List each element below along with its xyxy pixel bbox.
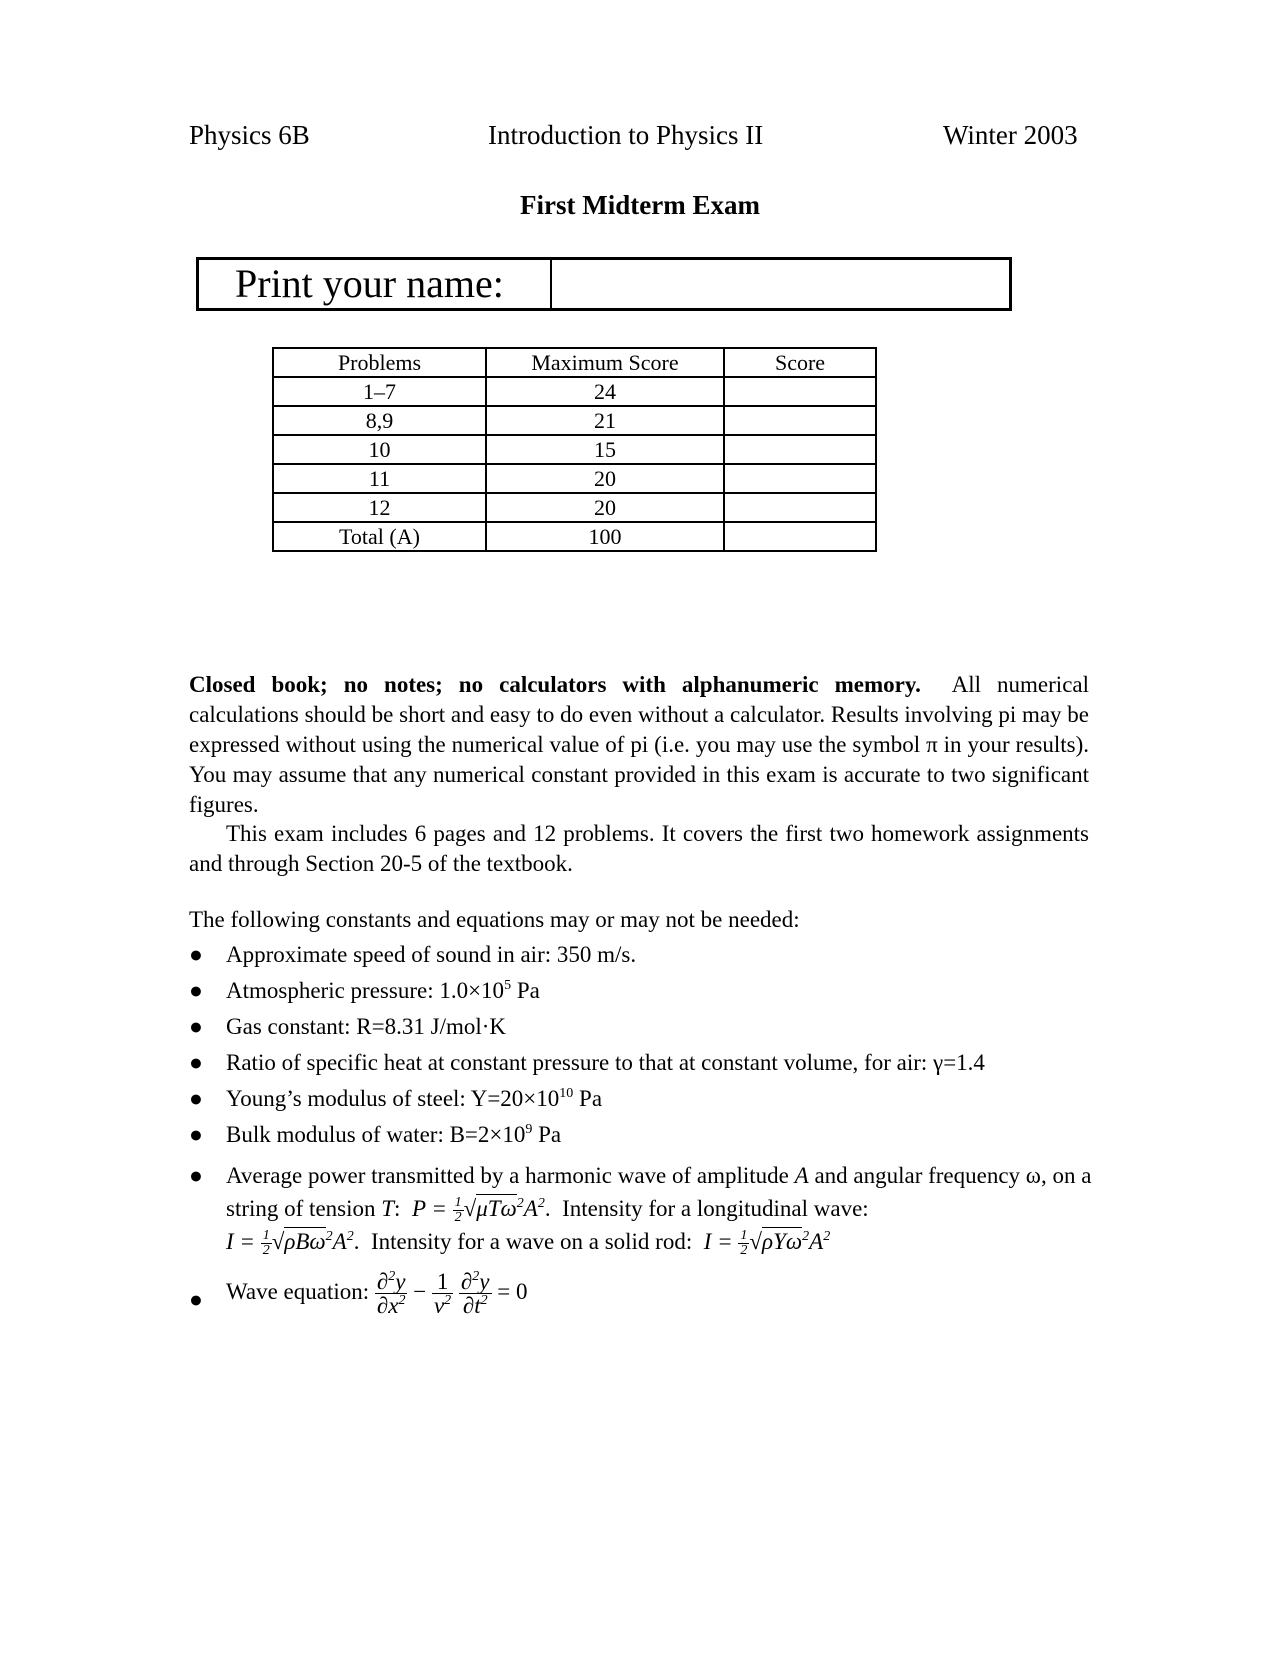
bullet-icon: ● xyxy=(189,1163,203,1188)
score-cell[interactable] xyxy=(724,406,876,435)
exam-title: First Midterm Exam xyxy=(520,190,760,220)
bullet-icon: ● xyxy=(189,978,203,1003)
term: Winter 2003 xyxy=(943,120,1078,150)
young-label: Young’s modulus of steel: Y=20×10 xyxy=(226,1086,560,1111)
header-maximum-score: Maximum Score xyxy=(486,348,724,377)
d2y-dx2-fraction: $\frac{\partial^2y}{\partial x^2}$ xyxy=(376,1269,406,1319)
instructions-bold-lead: Closed book; no notes; no calculators with alphanumeric memory. xyxy=(189,672,921,697)
inverse-v2-fraction: $\frac{1}{v^2}$ xyxy=(433,1269,452,1319)
list-item: ● Average power transmitted by a harmonic wave of amplitude A and angular frequency ω, on a string of tension T: P = $\frac{1}{2}$ $√\mu T\omega^2A^2$. Intensity for a longitudinal wave: I = $\frac{1}{2}$ $√\rho B\omega^2A^2$. Intensity for a wave on a solid rod: I = $\frac{1}{2}$ $√\rho Y\omega^2A^2$ xyxy=(189,1159,1109,1258)
intensity-long-label: Intensity for a longitudinal wave: xyxy=(562,1196,869,1221)
constants-intro: The following constants and equations may or may not be needed: xyxy=(189,907,800,932)
problems-cell: 1–7 xyxy=(273,377,486,406)
list-item xyxy=(189,941,1109,977)
bullet-icon: ● xyxy=(189,1122,203,1147)
max-score-cell: 15 xyxy=(486,435,724,464)
score-cell[interactable] xyxy=(724,464,876,493)
score-cell[interactable] xyxy=(724,377,876,406)
header-problems: Problems xyxy=(273,348,486,377)
score-cell[interactable] xyxy=(724,493,876,522)
intensity-rod-label: Intensity for a wave on a solid rod: xyxy=(370,1229,693,1255)
table-row xyxy=(273,377,876,406)
score-cell[interactable] xyxy=(724,522,876,551)
power-formula: P = $\frac{1}{2}$ $√\mu T\omega^2A^2$ xyxy=(406,1195,545,1226)
constants-list xyxy=(189,941,1109,1317)
table-row xyxy=(273,493,876,522)
d2y-dt2-fraction: $\frac{\partial^2y}{\partial t^2}$ xyxy=(460,1269,490,1319)
table-row xyxy=(273,522,876,551)
max-score-cell: 20 xyxy=(486,493,724,522)
table-row xyxy=(273,406,876,435)
young-exponent: 10 xyxy=(559,1086,574,1101)
half-fraction: $\frac{1}{2}$ xyxy=(454,1195,462,1226)
coverage-paragraph xyxy=(189,819,1089,879)
intensity-rod-formula: I = $\frac{1}{2}$ $√\rho Y\omega^2A^2$ xyxy=(697,1228,831,1259)
instructions-text: All numerical calculations should be short and easy to do even without a calculator. Results involving pi may be expressed without using the numerical value of pi (i.e. you may use the symbol π in your results). You may assume that any numerical constant provided in this exam is accurate to two significant figures. xyxy=(189,672,1090,817)
max-score-cell: 24 xyxy=(486,377,724,406)
gamma-ratio: Ratio of specific heat at constant pressure to that at constant volume, for air: γ=1.4 xyxy=(226,1050,985,1075)
header-score: Score xyxy=(724,348,876,377)
half-fraction: $\frac{1}{2}$ xyxy=(740,1228,748,1259)
problems-cell: 11 xyxy=(273,464,486,493)
instructions-paragraph xyxy=(189,670,1089,820)
atm-label: Atmospheric pressure: 1.0×10 xyxy=(226,978,505,1003)
young-unit: Pa xyxy=(573,1086,603,1111)
power-text-2: and angular frequency ω, on a string of tension xyxy=(226,1163,1092,1221)
table-row xyxy=(273,464,876,493)
score-table xyxy=(272,347,877,552)
max-score-cell: 100 xyxy=(486,522,724,551)
max-score-cell: 21 xyxy=(486,406,724,435)
power-amplitude: A xyxy=(794,1163,809,1188)
course-code: Physics 6B xyxy=(189,120,310,150)
problems-cell: Total (A) xyxy=(273,522,486,551)
power-text-3: : xyxy=(394,1196,401,1221)
gas-constant: Gas constant: R=8.31 J/mol·K xyxy=(226,1014,507,1039)
problems-cell: 10 xyxy=(273,435,486,464)
power-text-1: Average power transmitted by a harmonic wave of amplitude xyxy=(226,1163,795,1188)
intensity-long-formula: I = $\frac{1}{2}$ $√\rho B\omega^2A^2$ xyxy=(226,1228,354,1259)
table-row xyxy=(273,435,876,464)
name-box xyxy=(196,257,1012,311)
bulk-exponent: 9 xyxy=(525,1122,533,1137)
course-title: Introduction to Physics II xyxy=(488,120,764,150)
wave-equation-label: Wave equation: xyxy=(226,1279,370,1305)
half-fraction: $\frac{1}{2}$ xyxy=(262,1228,270,1259)
list-item xyxy=(189,1085,1109,1121)
bulk-unit: Pa xyxy=(532,1122,562,1147)
name-field[interactable] xyxy=(552,260,1009,308)
atm-unit: Pa xyxy=(511,978,540,1003)
list-item xyxy=(189,1013,1109,1049)
list-item xyxy=(189,1121,1109,1157)
problems-cell: 8,9 xyxy=(273,406,486,435)
bullet-icon: ● xyxy=(189,942,203,967)
list-item xyxy=(189,1270,1109,1317)
atm-exponent: 5 xyxy=(504,978,512,993)
max-score-cell: 20 xyxy=(486,464,724,493)
bulk-label: Bulk modulus of water: B=2×10 xyxy=(226,1122,526,1147)
score-table-header-row xyxy=(273,348,876,377)
score-cell[interactable] xyxy=(724,435,876,464)
bullet-icon: ● xyxy=(189,1050,203,1075)
bullet-icon: ● xyxy=(189,1086,203,1111)
list-item xyxy=(189,1049,1109,1085)
bullet-icon: ● xyxy=(189,1014,203,1039)
list-item xyxy=(189,977,1109,1013)
problems-cell: 12 xyxy=(273,493,486,522)
coverage-text: This exam includes 6 pages and 12 problems. It covers the first two homework assignments and through Section 20-5 of the textbook. xyxy=(189,821,1089,876)
power-tension: T xyxy=(381,1196,395,1221)
wave-equation: $\frac{\partial^2y}{\partial x^2}$ − $\frac{1}{v^2}$ $\frac{\partial^2y}{\partial t^2}$ = 0 xyxy=(376,1269,528,1319)
sound-speed: Approximate speed of sound in air: 350 m/s. xyxy=(226,942,637,967)
name-label: Print your name: xyxy=(199,260,552,308)
bullet-icon: ● xyxy=(189,1287,203,1313)
